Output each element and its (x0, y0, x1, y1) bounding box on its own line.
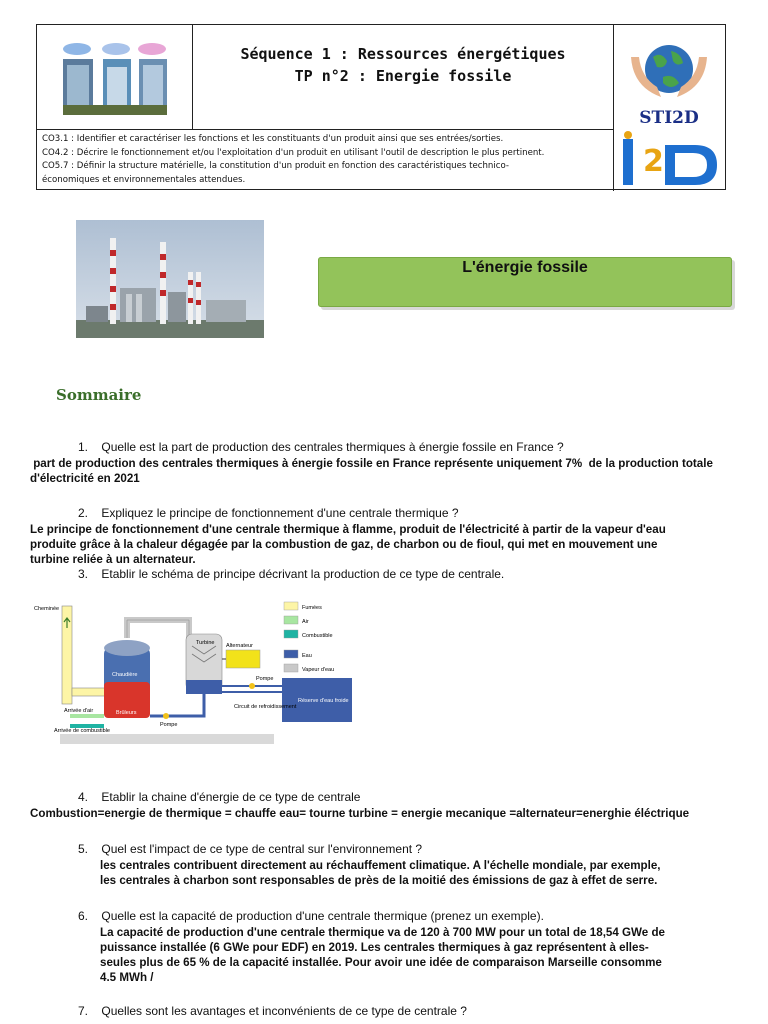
question-text: Quelle est la capacité de production d'une centrale thermique (prenez un exemple). (101, 909, 544, 923)
question-text: Expliquez le principe de fonctionnement d'une centrale thermique ? (101, 506, 459, 520)
power-plant-diagram (30, 598, 360, 748)
question-5 (78, 842, 422, 857)
legend-eau: Eau (302, 653, 312, 659)
label-chaudiere: Chaudière (112, 672, 138, 678)
answer-line: les centrales contribuent directement au réchauffement climatique. A l'échelle mondiale, par exemple, (100, 859, 661, 872)
label-pompe-1: Pompe (256, 676, 274, 682)
competences-list (42, 133, 612, 187)
sommaire-heading: Sommaire (56, 386, 142, 404)
competence-item: CO4.2 : Décrire le fonctionnement et/ou l'exploitation d'un produit en utilisant l'outil de description le plus pertinent. (42, 147, 545, 158)
label-arrivee-air: Arrivée d'air (64, 708, 94, 714)
question-text: Quel est l'impact de ce type de central sur l'environnement ? (101, 842, 423, 856)
label-reserve: Réserve d'eau froide (298, 698, 349, 704)
question-number: 3. (78, 567, 89, 581)
question-text: Etablir la chaine d'énergie de ce type de centrale (101, 790, 361, 804)
question-text: Quelles sont les avantages et inconvénients de ce type de centrale ? (101, 1004, 467, 1018)
banner-title: L'énergie fossile (462, 259, 588, 276)
svg-text:2: 2 (643, 144, 664, 179)
sti2d-logo (623, 27, 715, 127)
question-text: Etablir le schéma de principe décrivant la production de ce type de centrale. (101, 567, 505, 581)
question-4 (78, 790, 360, 805)
question-number: 6. (78, 909, 89, 923)
answer-line: part de production des centrales thermiques à énergie fossile en France représente uniquement 7% de la production totale (30, 457, 713, 470)
answer-4 (30, 806, 760, 821)
i2d-logo (619, 131, 721, 189)
power-plant-photo (76, 220, 264, 338)
title-banner (318, 257, 732, 307)
question-number: 7. (78, 1004, 89, 1018)
label-cheminee: Cheminée (34, 606, 60, 612)
label-pompe-2: Pompe (160, 722, 178, 728)
competence-item: CO3.1 : Identifier et caractériser les fonctions et les constituants d'un produit ainsi que ses entrées/sorties. (42, 134, 504, 144)
question-3 (78, 567, 504, 582)
label-arrivee-combustible: Arrivée de combustible (54, 728, 110, 734)
answer-6 (100, 925, 760, 985)
answer-2 (30, 522, 760, 567)
answer-line: 4.5 MWh / (100, 971, 154, 984)
competence-item: économiques et environnementales attendues. (42, 174, 246, 185)
question-7 (78, 1004, 467, 1019)
title-line1: Séquence 1 : Ressources énergétiques (240, 45, 566, 63)
answer-5 (100, 858, 760, 888)
answer-1 (30, 456, 760, 486)
question-6 (78, 909, 544, 924)
title-line2: TP n°2 : Energie fossile (294, 67, 512, 85)
legend-air: Air (302, 619, 309, 625)
question-number: 5. (78, 842, 89, 856)
competence-item: CO5.7 : Définir la structure matérielle, la constitution d'un produit en fonction des caractéristiques technico- (42, 161, 509, 171)
question-2 (78, 506, 459, 521)
question-number: 4. (78, 790, 89, 804)
question-text: Quelle est la part de production des centrales thermiques à énergie fossile en France ? (101, 440, 564, 454)
answer-line: turbine reliée à un alternateur. (30, 553, 196, 566)
label-alternateur: Alternateur (226, 643, 253, 649)
label-bruleurs: Brûleurs (116, 710, 137, 716)
label-turbine: Turbine (196, 640, 215, 646)
answer-line: Le principe de fonctionnement d'une centrale thermique à flamme, produit de l'électricité à partir de la vapeur d'eau (30, 523, 666, 536)
document-title (193, 43, 613, 87)
answer-line: les centrales à charbon sont responsables de près de la moitié des émissions de gaz à effet de serre. (100, 874, 658, 887)
legend-fumees: Fumées (302, 605, 322, 611)
question-1 (78, 440, 564, 455)
answer-line: La capacité de production d'une centrale thermique va de 120 à 700 MW pour un total de 18,54 GWe de (100, 926, 665, 939)
legend-vapeur: Vapeur d'eau (302, 667, 335, 673)
legend-combustible: Combustible (302, 633, 333, 639)
sti2d-label: STI2D (639, 108, 699, 127)
header-table (36, 24, 726, 190)
answer-line: puissance installée (6 GWe pour EDF) en 2019. Les centrales thermiques à gaz représentent à elles- (100, 941, 649, 954)
answer-line: d'électricité en 2021 (30, 472, 140, 485)
answer-line: produite grâce à la chaleur dégagée par la combustion de gaz, de charbon ou de fioul, qui met en mouvement une (30, 538, 658, 551)
alternator (226, 650, 260, 668)
question-number: 1. (78, 440, 89, 454)
answer-line: seules plus de 65 % de la capacité installée. Pour avoir une idée de comparaison Marseille consomme (100, 956, 662, 969)
school-logo (59, 39, 171, 117)
answer-line: Combustion=energie de thermique = chauffe eau= tourne turbine = energie mecanique =alternateur=energhie éléctrique (30, 807, 690, 820)
question-number: 2. (78, 506, 89, 520)
label-circuit: Circuit de refroidissement (234, 704, 297, 710)
